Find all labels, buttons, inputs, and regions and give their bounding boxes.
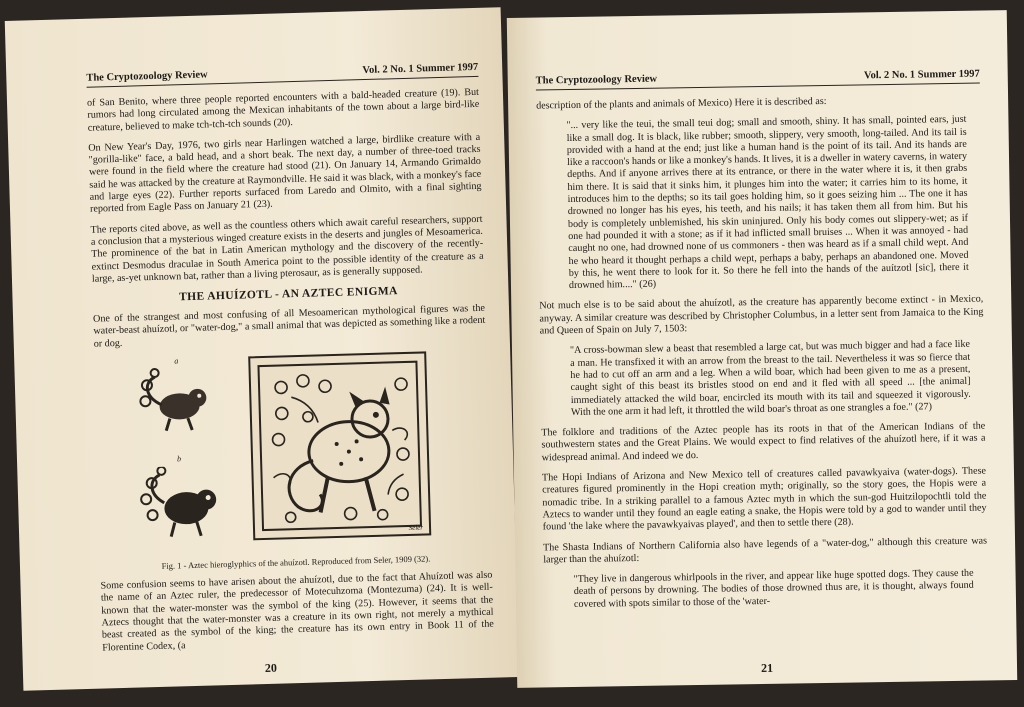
- quote-text: "... very like the teui, the small teui dog; small and smooth, shiny. It has small, pointed ears, just like a small dog. It is black, like rubber; smooth, slippery, very smooth, long-tailed. And its tail is provided with a hand at the end; just like a human hand is the point of its tail. And its hands are like a raccoon's hands or like a monkey's hands. It lives, it is a dweller in watery caverns, in watery depths. And if anyone arrives there at its entrance, or there in the water where it is, it then grabs him there. It is said that it sinks him, it plunges him into the water; it carries him to its home, it introduces him to the depths; so its tail goes holding him, so it goes seizing him ... The one it has drowned no longer has his eyes, his teeth, and his nails; it has taken them all from him. But his body is completely unblemished, his skin uninjured. Only his body comes out slippery-wet; as if one had pounded it with a stone; as if it had inflicted small bruises ... When it was annoyed - had caught no one, had drowned none of us commoners - then was heard as if a small child wept. And he who heard it thought perhaps a child wept, perhaps a baby, perhaps an abandoned one. Moved by this, he went there to look for it. So there he fell into the hands of the auítzotl [sic], there it drowned him...." (26): [566, 114, 969, 292]
- ahuizotl-glyph-b-illustration: [137, 465, 225, 543]
- paragraph: The reports cited above, as well as the countless others which await careful researchers, support a conclusion that a mysterious winged creature exists in the deserts and jungles of Mesoamerica. The prominence of the bat in Latin American mythology and the discovery of the recently-extinct Desmodus draculae in South America point to the possible identity of the creature as a large, as-yet unknown bat, rather than a living pterosaur, as is generally supposed.: [90, 213, 484, 285]
- ahuizotl-glyph-a-illustration: [134, 365, 216, 437]
- aztec-stone-relief-illustration: [248, 351, 431, 540]
- running-head: [536, 69, 980, 91]
- right-page: [507, 10, 1017, 688]
- figure-label-a: a: [174, 356, 179, 366]
- quote-text: "They live in dangerous whirlpools in the river, and appear like huge spotted dogs. They cause the death of persons by drowning. The bodies of those drowned thus are, it is thought, always found covered with spots similar to those of the 'water-: [573, 567, 974, 610]
- issue-label: Vol. 2 No. 1 Summer 1997: [362, 61, 479, 77]
- paragraph: The Shasta Indians of Northern California also have legends of a "water-dog," although this creature was larger than the ahuízotl:: [543, 534, 988, 566]
- block-quote: [566, 114, 983, 293]
- paragraph: The folklore and traditions of the Aztec people has its roots in that of the American Indians of the southwestern states and the Great Plains. We would expect to find relatives of the ahuízotl here, if it was a widespread animal. And indeed we do.: [541, 420, 986, 464]
- quote-text: "A cross-bowman slew a beast that resembled a large cat, but was much bigger and had a face like a man. He transfixed it with an arrow from the breast to the tail. Nevertheless it was so fierce that he had to cut off an arm and a leg. When a wild boar, which had been given to me as a present, caught sight of this beast its bristles stood on end and it fled with all speed ... [the animal] immediately attacked the wild boar, encircled its mouth with its tail and squeezed it vigorously. With the one arm it had left, it throttled the wild boar's throat as one strangles a foe." (27): [569, 339, 971, 418]
- section-heading: THE AHUÍZOTL - AN AZTEC ENIGMA: [178, 285, 398, 304]
- figure-label-b: b: [176, 454, 182, 464]
- paragraph: One of the strangest and most confusing of all Mesoamerican mythological figures was the water-beast ahuízotl, or "water-dog," a small animal that was depicted as something like a rodent or dog.: [92, 302, 486, 350]
- paragraph: The Hopi Indians of Arizona and New Mexico tell of creatures called pavawkyaiva (water-dogs). These creatures figured prominently in the Hopi creation myth; originally, so the story goes, the Hopis were a nomadic tribe. In a striking parallel to a famous Aztec myth in which the sun-god Huitzilopochtli told the Aztecs to wander until they found an eagle eating a snake, the Hopis were told by a god to wander until they found 'the lake where the pavawkyaivas played', and then to settle there (28).: [541, 465, 987, 533]
- paragraph: Not much else is to be said about the ahuízotl, as the creature has apparently become extinct - in Mexico, anyway. A similar creature was described by Christopher Columbus, in a letter sent from Jamaica to the King and Queen of Spain on July 7, 1503:: [539, 293, 984, 337]
- relief-carving-drawing: [250, 354, 429, 539]
- figure-caption: Fig. 1 - Aztec hieroglyphics of the ahuízotl. Reproduced from Seler, 1909 (32).: [161, 553, 431, 571]
- journal-title: The Cryptozoology Review: [535, 73, 658, 87]
- illustrator-signature: Seler: [408, 523, 424, 533]
- block-quote: [574, 568, 989, 611]
- page-number: 21: [760, 660, 774, 676]
- issue-label: Vol. 2 No. 1 Summer 1997: [863, 68, 980, 82]
- paragraph: On New Year's Day, 1976, two girls near Harlingen watched a large, birdlike creature with a "gorilla-like" face, a bald head, and a short beak. The next day, a number of three-toed tracks were found in the field where the creature had stood (21). On January 14, Armando Grimaldo said he was attacked by the creature at Raymondville. He said it was black, with a monkey's face and large eyes (22). Further reports surfaced from Laredo and Olmito, with a final sighting reported from Eagle Pass on January 21 (23).: [88, 131, 482, 216]
- journal-title: The Cryptozoology Review: [86, 69, 208, 84]
- figure-aztec-glyphs: [94, 348, 491, 559]
- block-quote: [570, 339, 985, 419]
- left-page: [5, 7, 520, 691]
- paragraph: of San Benito, where three people reported encounters with a bald-headed creature (19). But rumors had long circulated among the Mexican inhabitants of the town about a large bird-like creature, believed to make tch-tch-tch sounds (20).: [86, 86, 480, 134]
- paragraph: description of the plants and animals of Mexico) Here it is described as:: [536, 95, 827, 112]
- running-head: [86, 62, 478, 88]
- page-number: 20: [264, 660, 278, 676]
- paragraph: Some confusion seems to have arisen about the ahuízotl, due to the fact that Ahuízotl was also the name of an Aztec ruler, the predecessor of Motecuhzoma (Montezuma) (24). It is well-known that the water-monster was the symbol of the king (25). However, it seems that the Aztecs thought that the water-monster was a creature in its own right, not merely a mythical beast created as the symbol of the king; the creature has its own entry in Book 11 of the Florentine Codex, (a: [100, 569, 494, 654]
